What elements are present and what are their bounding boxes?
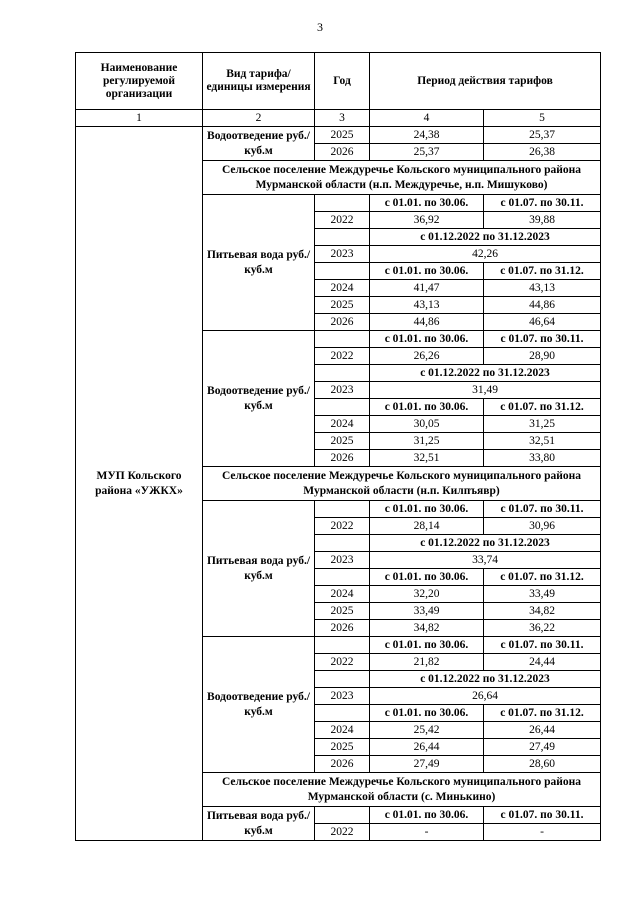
period-label: с 01.01. по 30.06. [370,807,484,824]
tariff-value: 41,47 [370,280,484,297]
tariff-value: - [370,824,484,841]
year-cell: 2026 [315,620,370,637]
header-year: Год [315,53,370,110]
tariff-value: 33,49 [370,603,484,620]
period-label: с 01.07. по 31.12. [484,569,601,586]
section-title: Сельское поселение Междуречье Кольского муниципального района Мурманской области (с. Минькино) [203,773,601,807]
period-label: с 01.12.2022 по 31.12.2023 [370,229,601,246]
tariff-type: Водоотведение руб./куб.м [203,127,315,161]
column-number: 4 [370,110,484,127]
year-cell [315,569,370,586]
tariff-value: 39,88 [484,212,601,229]
tariff-value: 31,49 [370,382,601,399]
year-cell: 2026 [315,450,370,467]
tariff-value: 27,49 [484,739,601,756]
year-cell: 2026 [315,314,370,331]
column-number: 2 [203,110,315,127]
year-cell: 2024 [315,416,370,433]
tariff-value: 30,96 [484,518,601,535]
year-cell [315,671,370,688]
year-cell [315,365,370,382]
year-cell: 2026 [315,756,370,773]
tariff-value: 33,80 [484,450,601,467]
page-number: 3 [317,20,323,34]
period-label: с 01.07. по 31.12. [484,705,601,722]
tariff-value: 21,82 [370,654,484,671]
header-row [76,53,601,110]
period-label: с 01.01. по 30.06. [370,569,484,586]
year-cell: 2023 [315,552,370,569]
year-cell [315,399,370,416]
period-label: с 01.12.2022 по 31.12.2023 [370,365,601,382]
period-label: с 01.07. по 31.12. [484,263,601,280]
year-cell [315,637,370,654]
tariff-type: Водоотведение руб./куб.м [203,331,315,467]
table-row [76,127,601,144]
tariff-value: 27,49 [370,756,484,773]
organization-name: МУП Кольского района «УЖКХ» [76,127,203,841]
tariff-type: Питьевая вода руб./куб.м [203,195,315,331]
header-organization: Наименование регулируемой организации [76,53,203,110]
period-label: с 01.07. по 30.11. [484,637,601,654]
tariff-value: 43,13 [370,297,484,314]
period-label: с 01.01. по 30.06. [370,263,484,280]
tariff-value: 43,13 [484,280,601,297]
tariff-value: 31,25 [484,416,601,433]
year-cell [315,263,370,280]
tariff-value: 26,38 [484,144,601,161]
tariff-value: 32,20 [370,586,484,603]
year-cell [315,331,370,348]
tariff-value: 24,38 [370,127,484,144]
period-label: с 01.07. по 30.11. [484,331,601,348]
tariff-value: 32,51 [370,450,484,467]
tariff-value: 31,25 [370,433,484,450]
year-cell: 2022 [315,824,370,841]
year-cell: 2022 [315,212,370,229]
tariff-value: 26,44 [370,739,484,756]
period-label: с 01.07. по 30.11. [484,807,601,824]
period-label: с 01.01. по 30.06. [370,637,484,654]
year-cell [315,501,370,518]
tariff-value: 28,14 [370,518,484,535]
tariff-value: 32,51 [484,433,601,450]
tariff-table [75,52,601,841]
period-label: с 01.07. по 30.11. [484,195,601,212]
year-cell: 2025 [315,603,370,620]
column-number: 1 [76,110,203,127]
tariff-value: 36,22 [484,620,601,637]
tariff-value: 36,92 [370,212,484,229]
header-period: Период действия тарифов [370,53,601,110]
period-label: с 01.07. по 30.11. [484,501,601,518]
year-cell: 2024 [315,722,370,739]
year-cell: 2023 [315,688,370,705]
year-cell: 2023 [315,246,370,263]
year-cell: 2023 [315,382,370,399]
year-cell: 2025 [315,739,370,756]
tariff-value: 34,82 [484,603,601,620]
tariff-value: - [484,824,601,841]
year-cell [315,229,370,246]
tariff-value: 26,64 [370,688,601,705]
column-number: 5 [484,110,601,127]
section-title: Сельское поселение Междуречье Кольского муниципального района Мурманской области (н.п. Килпъявр) [203,467,601,501]
tariff-value: 28,90 [484,348,601,365]
year-cell [315,195,370,212]
header-tariff-type: Вид тарифа/единицы измерения [203,53,315,110]
tariff-value: 44,86 [370,314,484,331]
year-cell: 2022 [315,518,370,535]
period-label: с 01.12.2022 по 31.12.2023 [370,671,601,688]
tariff-value: 25,37 [484,127,601,144]
year-cell: 2022 [315,348,370,365]
tariff-value: 42,26 [370,246,601,263]
tariff-value: 34,82 [370,620,484,637]
section-title: Сельское поселение Междуречье Кольского муниципального района Мурманской области (н.п. Междуречье, н.п. Мишуково) [203,161,601,195]
tariff-value: 33,74 [370,552,601,569]
tariff-type: Питьевая вода руб./куб.м [203,501,315,637]
period-label: с 01.07. по 31.12. [484,399,601,416]
year-cell: 2024 [315,586,370,603]
tariff-value: 28,60 [484,756,601,773]
period-label: с 01.01. по 30.06. [370,705,484,722]
tariff-value: 24,44 [484,654,601,671]
period-label: с 01.01. по 30.06. [370,195,484,212]
tariff-value: 26,44 [484,722,601,739]
tariff-type: Водоотведение руб./куб.м [203,637,315,773]
tariff-value: 44,86 [484,297,601,314]
tariff-value: 25,37 [370,144,484,161]
period-label: с 01.12.2022 по 31.12.2023 [370,535,601,552]
tariff-value: 33,49 [484,586,601,603]
column-number: 3 [315,110,370,127]
tariff-type: Питьевая вода руб./куб.м [203,807,315,841]
tariff-value: 46,64 [484,314,601,331]
year-cell [315,705,370,722]
tariff-value: 25,42 [370,722,484,739]
year-cell: 2025 [315,433,370,450]
year-cell: 2025 [315,127,370,144]
year-cell: 2026 [315,144,370,161]
period-label: с 01.01. по 30.06. [370,501,484,518]
period-label: с 01.01. по 30.06. [370,331,484,348]
column-numbers-row [76,110,601,127]
year-cell: 2022 [315,654,370,671]
year-cell [315,535,370,552]
year-cell: 2025 [315,297,370,314]
tariff-value: 26,26 [370,348,484,365]
tariff-value: 30,05 [370,416,484,433]
year-cell: 2024 [315,280,370,297]
year-cell [315,807,370,824]
period-label: с 01.01. по 30.06. [370,399,484,416]
